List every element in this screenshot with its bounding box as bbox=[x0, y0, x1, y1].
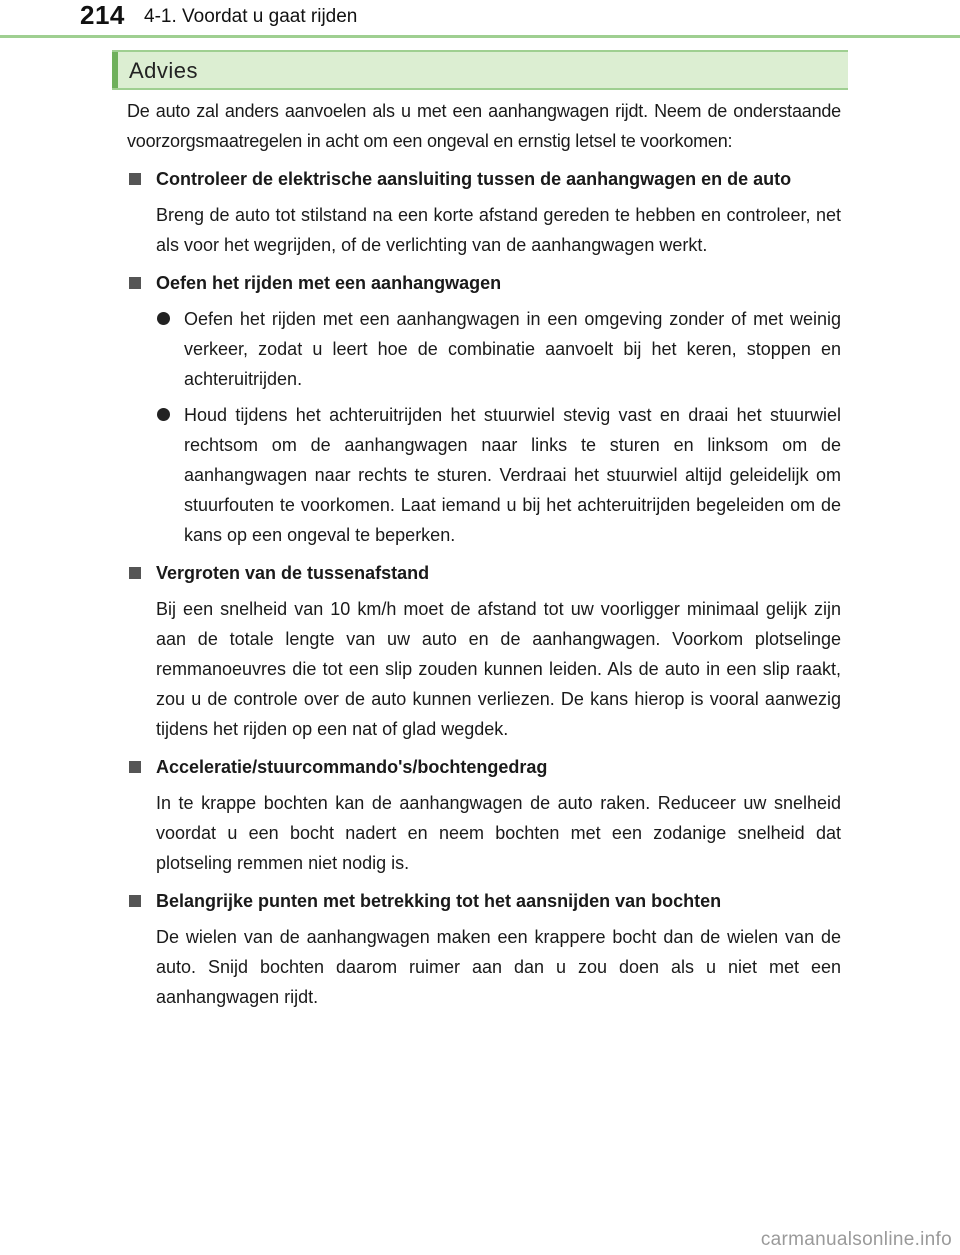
main-content bbox=[127, 96, 841, 1020]
round-bullet-icon bbox=[157, 408, 170, 421]
advies-heading-box bbox=[112, 50, 848, 90]
section-body: Breng de auto tot stilstand na een korte afstand gereden te hebben en controleer, net als voor het wegrijden, of de verlichting van de aanhangwagen werkt. bbox=[156, 205, 841, 255]
round-bullet-icon bbox=[157, 312, 170, 325]
section-heading bbox=[127, 268, 841, 298]
section-heading bbox=[127, 752, 841, 782]
intro-paragraph: De auto zal anders aanvoelen als u met een aanhangwagen rijdt. Neem de onderstaande voorzorgsmaatregelen in acht om een ongeval en ernstig letsel te voorkomen: bbox=[127, 101, 841, 151]
square-bullet-icon bbox=[129, 277, 141, 289]
section-heading bbox=[127, 886, 841, 916]
watermark: carmanualsonline.info bbox=[760, 1229, 952, 1250]
section-following-distance bbox=[127, 558, 841, 744]
list-item bbox=[127, 400, 841, 550]
section-heading-text: Oefen het rijden met een aanhangwagen bbox=[156, 273, 502, 293]
section-heading-text: Acceleratie/stuurcommando's/bochtengedrag bbox=[156, 757, 548, 777]
section-electrical-connection bbox=[127, 164, 841, 260]
section-body: In te krappe bochten kan de aanhangwagen de auto raken. Reduceer uw snelheid voordat u een bocht nadert en neem bochten met een zodanige snelheid dat plotseling remmen niet nodig is. bbox=[156, 793, 841, 873]
section-title: 4-1. Voordat u gaat rijden bbox=[144, 6, 358, 27]
list-item-text: Houd tijdens het achteruitrijden het stuurwiel stevig vast en draai het stuurwiel rechtsom om de aanhangwagen naar links te sturen en linksom om de aanhangwagen naar rechts te sturen. Verdraai het stuurwiel altijd geleidelijk om stuurfouten te voorkomen. Laat iemand u bij het achteruitrijden begeleiden om de kans op een ongeval te beperken. bbox=[184, 405, 841, 545]
list-item bbox=[127, 304, 841, 394]
square-bullet-icon bbox=[129, 173, 141, 185]
page-number: 214 bbox=[80, 0, 125, 30]
header-divider bbox=[0, 35, 960, 38]
section-acceleration-steering bbox=[127, 752, 841, 878]
square-bullet-icon bbox=[129, 761, 141, 773]
list-item-text: Oefen het rijden met een aanhangwagen in een omgeving zonder of met weinig verkeer, zodat u leert hoe de combinatie aanvoelt bij het keren, stoppen en achteruitrijden. bbox=[184, 309, 841, 389]
section-body: Bij een snelheid van 10 km/h moet de afstand tot uw voorligger minimaal gelijk zijn aan de totale lengte van uw auto en de aanhangwagen. Voorkom plotselinge remmanoeuvres die tot een slip zouden kunnen leiden. Als de auto in een slip raakt, zou u de controle over de auto kunnen verliezen. De kans hierop is vooral aanwezig tijdens het rijden op een nat of glad wegdek. bbox=[156, 599, 841, 739]
section-practice-driving bbox=[127, 268, 841, 550]
section-body: De wielen van de aanhangwagen maken een krappere bocht dan de wielen van de auto. Snijd bochten daarom ruimer aan dan u zou doen als u niet met een aanhangwagen rijdt. bbox=[156, 927, 841, 1007]
advies-title: Advies bbox=[129, 58, 199, 83]
section-heading-text: Controleer de elektrische aansluiting tussen de aanhangwagen en de auto bbox=[156, 169, 792, 189]
page-header bbox=[0, 0, 960, 36]
section-heading-text: Belangrijke punten met betrekking tot het aansnijden van bochten bbox=[156, 891, 722, 911]
section-cornering bbox=[127, 886, 841, 1012]
square-bullet-icon bbox=[129, 895, 141, 907]
square-bullet-icon bbox=[129, 567, 141, 579]
advies-accent-bar bbox=[112, 52, 118, 88]
section-heading-text: Vergroten van de tussenafstand bbox=[156, 563, 430, 583]
section-heading bbox=[127, 558, 841, 588]
section-heading bbox=[127, 164, 841, 194]
